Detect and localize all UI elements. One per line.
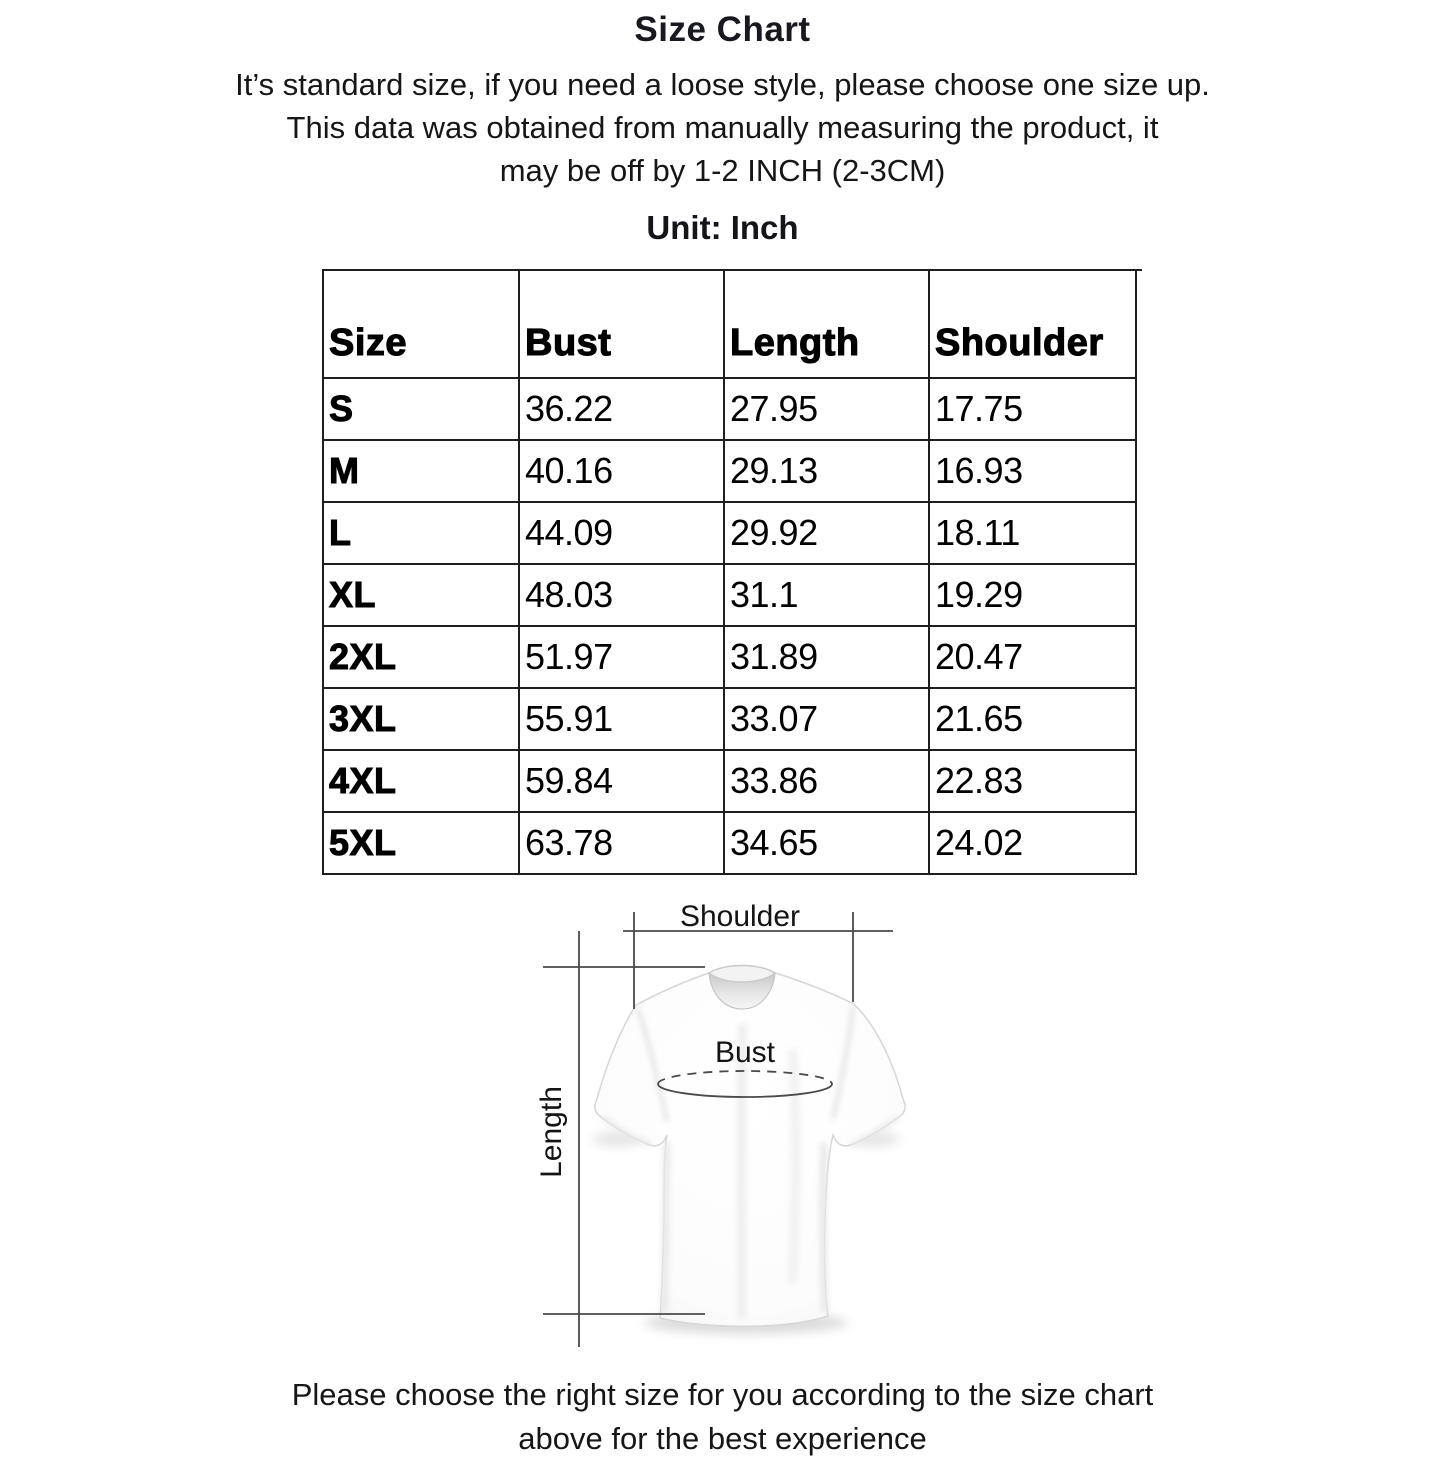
tshirt-graphic bbox=[595, 966, 905, 1327]
unit-label: Unit: Inch bbox=[646, 209, 799, 246]
column-header-size: Size bbox=[323, 270, 519, 378]
footer-note-line: Please choose the right size for you according to the size chart bbox=[291, 1377, 1154, 1412]
cell-bust: 63.78 bbox=[519, 812, 724, 874]
cell-size: 2XL bbox=[323, 626, 519, 688]
cell-shoulder: 21.65 bbox=[929, 688, 1136, 750]
cell-shoulder: 18.11 bbox=[929, 502, 1136, 564]
table-row bbox=[323, 502, 1136, 564]
cell-bust: 51.97 bbox=[519, 626, 724, 688]
footer-note-line: above for the best experience bbox=[518, 1421, 927, 1456]
cell-size: M bbox=[323, 440, 519, 502]
table-row bbox=[323, 378, 1136, 440]
tshirt-diagram-svg bbox=[530, 899, 970, 1359]
cell-length: 29.92 bbox=[724, 502, 929, 564]
cell-bust: 44.09 bbox=[519, 502, 724, 564]
cell-shoulder: 20.47 bbox=[929, 626, 1136, 688]
size-note-line: may be off by 1-2 INCH (2-3CM) bbox=[499, 153, 946, 188]
size-note-line: This data was obtained from manually measuring the product, it bbox=[286, 110, 1159, 145]
size-note-line: It’s standard size, if you need a loose style, please choose one size up. bbox=[235, 67, 1210, 102]
shoulder-label: Shoulder bbox=[679, 900, 801, 933]
cell-bust: 59.84 bbox=[519, 750, 724, 812]
cell-length: 31.89 bbox=[724, 626, 929, 688]
table-row bbox=[323, 750, 1136, 812]
cell-length: 27.95 bbox=[724, 378, 929, 440]
cell-shoulder: 22.83 bbox=[929, 750, 1136, 812]
cell-bust: 48.03 bbox=[519, 564, 724, 626]
cell-length: 29.13 bbox=[724, 440, 929, 502]
cell-size: 5XL bbox=[323, 812, 519, 874]
cell-size: XL bbox=[323, 564, 519, 626]
cell-shoulder: 16.93 bbox=[929, 440, 1136, 502]
column-header-shoulder: Shoulder bbox=[929, 270, 1136, 378]
column-header-length: Length bbox=[724, 270, 929, 378]
cell-size: S bbox=[323, 378, 519, 440]
size-table bbox=[322, 269, 1137, 875]
column-header-bust: Bust bbox=[519, 270, 724, 378]
page-title: Size Chart bbox=[634, 10, 811, 49]
cell-bust: 40.16 bbox=[519, 440, 724, 502]
table-top-border-overhang bbox=[1135, 269, 1142, 271]
bust-label: Bust bbox=[714, 1036, 776, 1069]
cell-shoulder: 17.75 bbox=[929, 378, 1136, 440]
table-row bbox=[323, 626, 1136, 688]
size-note bbox=[0, 63, 1445, 192]
table-header-row bbox=[323, 270, 1136, 378]
table-row bbox=[323, 564, 1136, 626]
cell-length: 31.1 bbox=[724, 564, 929, 626]
cell-length: 33.07 bbox=[724, 688, 929, 750]
cell-shoulder: 24.02 bbox=[929, 812, 1136, 874]
length-label: Length bbox=[535, 1086, 568, 1178]
cell-shoulder: 19.29 bbox=[929, 564, 1136, 626]
cell-bust: 55.91 bbox=[519, 688, 724, 750]
tshirt-measurement-diagram bbox=[530, 899, 970, 1359]
table-row bbox=[323, 812, 1136, 874]
cell-size: 4XL bbox=[323, 750, 519, 812]
table-row bbox=[323, 688, 1136, 750]
cell-size: 3XL bbox=[323, 688, 519, 750]
footer-note bbox=[0, 1373, 1445, 1461]
cell-size: L bbox=[323, 502, 519, 564]
cell-length: 34.65 bbox=[724, 812, 929, 874]
table-row bbox=[323, 440, 1136, 502]
size-table-wrapper bbox=[322, 269, 1135, 875]
cell-length: 33.86 bbox=[724, 750, 929, 812]
cell-bust: 36.22 bbox=[519, 378, 724, 440]
